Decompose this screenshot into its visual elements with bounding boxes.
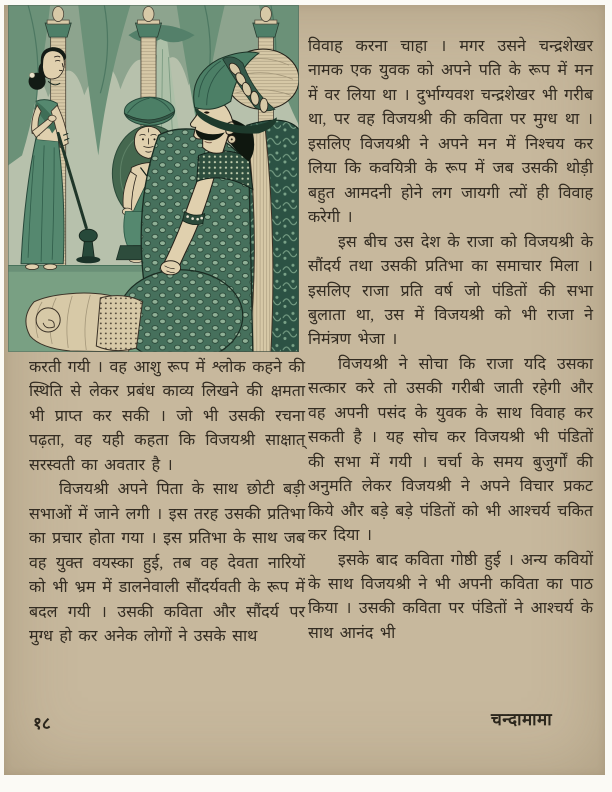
paragraph: विजयश्री ने सोचा कि राजा यदि उसका सत्कार करे तो उसकी गरीबी जाती रहेगी और वह अपनी पसंद के युवक के साथ विवाह कर सकती है । यह सोच कर विजयश्री भी पंडितों की सभा में गयी । चर्चा के समय बुजुर्गों की अनुमति लेकर विजयश्री ने अपने विचार प्रकट किये और बड़े बड़े पंडितों को भी आश्चर्य चकित कर दिया ।: [308, 355, 593, 545]
text-column-left: [29, 356, 305, 649]
paragraph: इस बीच उस देश के राजा को विजयश्री के सौंदर्य तथा उसकी प्रतिभा का समाचार मिला । इसलिए राजा प्रति वर्ष जो पंडितों की सभा बुलाता था, उस में विजयश्री को भी राजा ने निमंत्रण भेजा ।: [308, 233, 593, 349]
paragraph: करती गयी । वह आशु रूप में श्लोक कहने की स्थिति से लेकर प्रबंध काव्य लिखने की क्षमता भी प्राप्त कर सकी । जो भी उसकी रचना पढ़ता, वह यही कहता कि विजयश्री साक्षात् सरस्वती का अवतार है ।: [29, 359, 305, 474]
text-column-right: [308, 35, 593, 646]
page-paper: [4, 5, 605, 775]
page-number: १८: [33, 714, 51, 733]
magazine-title: चन्दामामा: [491, 710, 553, 729]
court-scene-illustration: [8, 5, 299, 352]
paragraph: इसके बाद कविता गोष्ठी हुई । अन्य कवियों के साथ विजयश्री ने भी अपनी कविता का पाठ किया । उसकी कविता पर पंडितों ने आश्चर्य के साथ आनंद भी: [308, 551, 593, 642]
paragraph: विवाह करना चाहा । मगर उसने चन्द्रशेखर नामक एक युवक को अपने पति के रूप में मन में वर लिया था । दुर्भाग्यवश चन्द्रशेखर भी गरीब था, पर वह विजयश्री की कविता पर मुग्ध था । इसलिए विजयश्री ने अपने मन में निश्चय कर लिया कि कवयित्री के रूप में जब उसकी थोड़ी बहुत आमदनी होने लग जायगी त्यों ही विवाह करेगी ।: [308, 38, 593, 227]
paragraph: विजयश्री अपने पिता के साथ छोटी बड़ी सभाओं में जाने लगी । इस तरह उसकी प्रतिभा का प्रचार होता गया । इस प्रतिभा के साथ जब वह युक्त वयस्का हुई, तब वह देवता नारियों को भी भ्रम में डालनेवाली सौंदर्यवती के रूप में बदल गयी । उसकी कविता और सौंदर्य पर मुग्ध हो कर अनेक लोगों ने उसके साथ: [29, 481, 305, 645]
king-court-illustration-svg: [8, 5, 299, 352]
